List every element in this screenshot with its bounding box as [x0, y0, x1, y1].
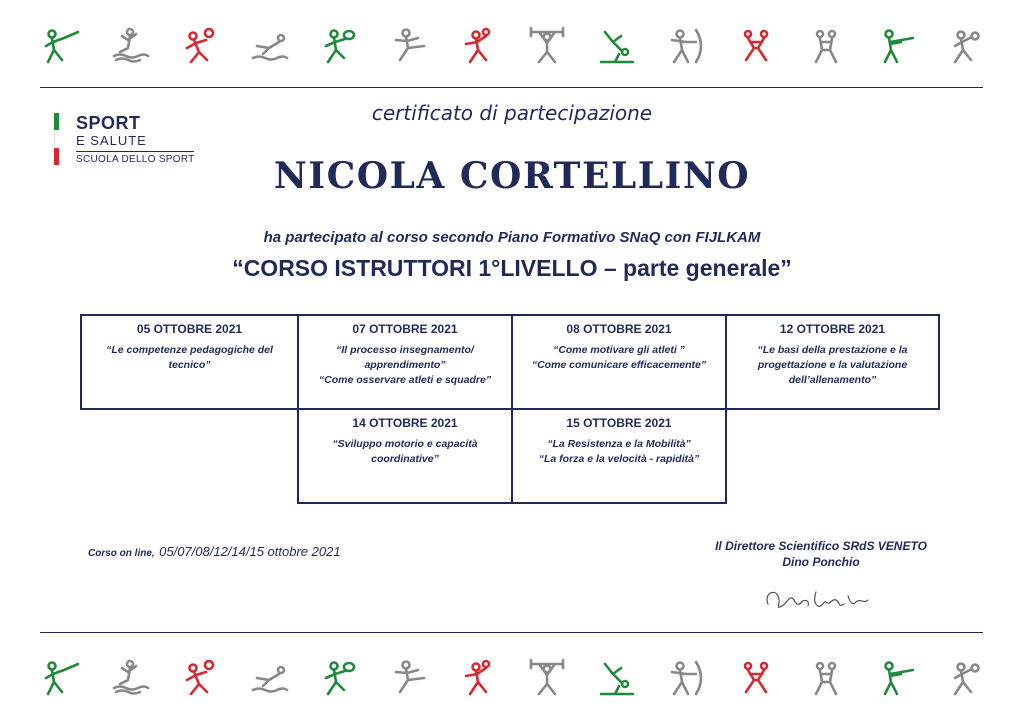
- session-topics: [82, 343, 297, 373]
- director-signature: [760, 580, 880, 616]
- director-block: [686, 538, 956, 570]
- session-cell: [511, 408, 727, 504]
- session-topics: [513, 343, 725, 373]
- sports-icon-row-top: [40, 26, 985, 66]
- session-topics: [299, 343, 511, 388]
- swimming-icon: [110, 26, 150, 66]
- karate-icon: [388, 658, 428, 698]
- session-cell: [80, 314, 299, 410]
- diving-icon: [249, 26, 289, 66]
- judo-icon: [806, 26, 846, 66]
- session-cell: [511, 314, 727, 410]
- swimming-icon: [110, 658, 150, 698]
- course-title: “CORSO ISTRUTTORI 1°LIVELLO – parte generale”: [232, 255, 792, 281]
- session-topic: “Sviluppo motorio e capacità coordinative”: [332, 438, 478, 465]
- online-course-note: [88, 543, 341, 561]
- session-topic: “Come comunicare efficacemente”: [531, 359, 707, 371]
- weightlifting-icon: [527, 26, 567, 66]
- session-date: 08 OTTOBRE 2021: [566, 322, 672, 336]
- participant-name: NICOLA CORTELLINO: [273, 155, 751, 197]
- archery-icon: [666, 658, 706, 698]
- wrestling-red-icon: [736, 26, 776, 66]
- session-date: 15 OTTOBRE 2021: [566, 416, 672, 430]
- session-topics: [513, 437, 725, 467]
- flag-white-stripe: [54, 130, 59, 147]
- session-date: 07 OTTOBRE 2021: [352, 322, 458, 336]
- session-cell: [297, 408, 513, 504]
- logo-scuola-text: SCUOLA DELLO SPORT: [76, 154, 195, 165]
- logo-sport-text: SPORT: [76, 113, 141, 133]
- shooting-icon: [875, 26, 915, 66]
- session-topic: “La forza e la velocità - rapidità”: [538, 453, 700, 465]
- session-topic: “Come osservare atleti e squadre”: [318, 374, 492, 386]
- logo-divider: [76, 151, 194, 152]
- sports-icon-row-bottom: [40, 658, 985, 698]
- certificate-title: certificato di partecipazione: [371, 101, 653, 125]
- online-dates: 05/07/08/12/14/15 ottobre 2021: [159, 544, 341, 559]
- bottom-divider: [40, 632, 983, 633]
- session-topic: “Come motivare gli atleti ”: [553, 344, 685, 356]
- session-date: 05 OTTOBRE 2021: [136, 322, 243, 336]
- session-date: 14 OTTOBRE 2021: [352, 416, 458, 430]
- sessions-grid: [80, 314, 940, 504]
- top-divider: [40, 87, 983, 88]
- director-name: Dino Ponchio: [782, 555, 860, 569]
- weightlifting-icon: [527, 658, 567, 698]
- fencing-icon: [40, 658, 80, 698]
- archery-icon: [666, 26, 706, 66]
- tennis-icon: [318, 26, 358, 66]
- tennis-icon: [318, 658, 358, 698]
- shooting-icon: [875, 658, 915, 698]
- fencing-icon: [40, 26, 80, 66]
- director-title: Il Direttore Scientifico SRdS VENETO: [715, 539, 927, 553]
- boxing-icon: [945, 658, 985, 698]
- logo-salute-text: E SALUTE: [76, 133, 147, 148]
- session-topics: [299, 437, 511, 467]
- handball-icon: [458, 26, 498, 66]
- handball-icon: [458, 658, 498, 698]
- session-topic: “La Resistenza e la Mobilità”: [547, 438, 691, 450]
- session-topics: [727, 343, 938, 388]
- session-cell: [297, 314, 513, 410]
- online-label: Corso on line,: [88, 548, 155, 559]
- participation-text: ha partecipato al corso secondo Piano Formativo SNaQ con FIJLKAM: [263, 229, 761, 246]
- gymnastics-icon: [597, 26, 637, 66]
- wrestling-red-icon: [736, 658, 776, 698]
- session-topic: “Le competenze pedagogiche del tecnico”: [106, 344, 273, 371]
- session-date: 12 OTTOBRE 2021: [779, 322, 886, 336]
- session-topic: “Il processo insegnamento/ apprendimento”: [336, 344, 474, 371]
- gymnastics-icon: [597, 658, 637, 698]
- session-cell: [725, 314, 940, 410]
- diving-icon: [249, 658, 289, 698]
- judo-icon: [806, 658, 846, 698]
- karate-icon: [388, 26, 428, 66]
- boxing-icon: [945, 26, 985, 66]
- session-topic: “Le basi della prestazione e la progettazione e la valutazione dell’allenamento”: [757, 344, 908, 386]
- volleyball-icon: [179, 26, 219, 66]
- volleyball-icon: [179, 658, 219, 698]
